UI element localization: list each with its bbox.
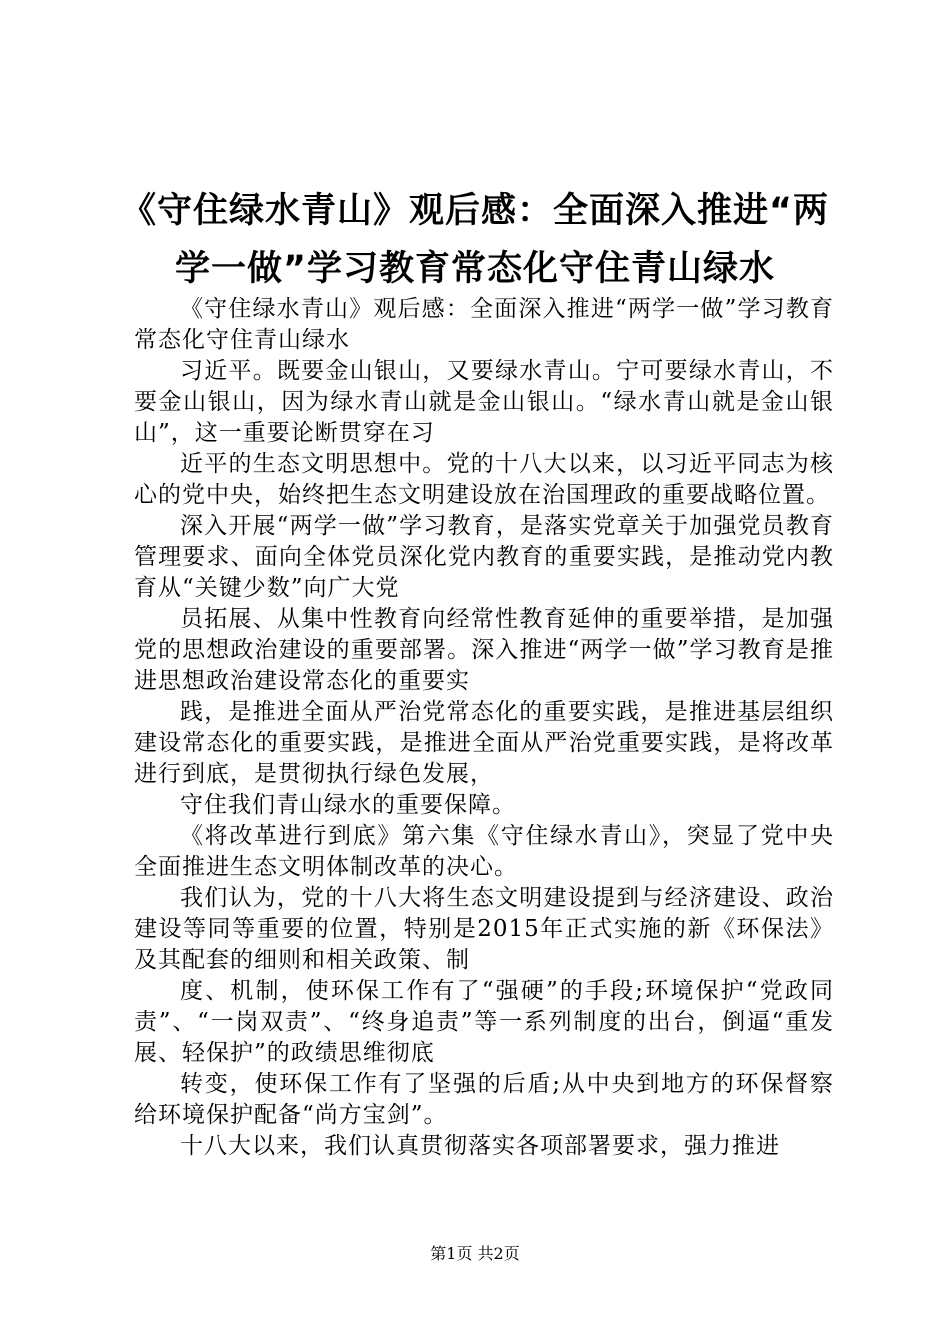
paragraph-11: 转变，使环保工作有了坚强的后盾;从中央到地方的环保督察给环境保护配备“尚方宝剑”。 [134,1071,834,1128]
document-title: 《守住绿水青山》观后感：全面深入推进“两学一做”学习教育常态化守住青山绿水 [120,191,829,289]
paragraph-7: 守住我们青山绿水的重要保障。 [180,792,516,818]
document-body [134,294,834,1162]
paragraph-8: 《将改革进行到底》第六集《守住绿水青山》，突显了党中央全面推进生态文明体制改革的决心。 [134,823,834,880]
paragraph-12: 十八大以来，我们认真贯彻落实各项部署要求，强力推进 [180,1133,780,1159]
paragraph-1: 《守住绿水青山》观后感：全面深入推进“两学一做”学习教育常态化守住青山绿水 [134,296,834,353]
paragraph-4: 深入开展“两学一做”学习教育，是落实党章关于加强党员教育管理要求、面向全体党员深化党内教育的重要实践，是推动党内教育从“关键少数”向广大党 [134,513,834,601]
paragraph-6: 践，是推进全面从严治党常态化的重要实践，是推进基层组织建设常态化的重要实践，是推进全面从严治党重要实践，是将改革进行到底，是贯彻执行绿色发展， [134,699,834,787]
page-number: 第1页 共2页 [430,1244,520,1263]
paragraph-2: 习近平。既要金山银山，又要绿水青山。宁可要绿水青山，不要金山银山，因为绿水青山就是金山银山。“绿水青山就是金山银山”，这一重要论断贯穿在习 [134,358,834,446]
paragraph-3: 近平的生态文明思想中。党的十八大以来，以习近平同志为核心的党中央，始终把生态文明建设放在治国理政的重要战略位置。 [134,451,834,508]
paragraph-9: 我们认为，党的十八大将生态文明建设提到与经济建设、政治建设等同等重要的位置，特别是2015年正式实施的新《环保法》及其配套的细则和相关政策、制 [134,885,834,973]
paragraph-5: 员拓展、从集中性教育向经常性教育延伸的重要举措，是加强党的思想政治建设的重要部署。深入推进“两学一做”学习教育是推进思想政治建设常态化的重要实 [134,606,834,694]
paragraph-10: 度、机制，使环保工作有了“强硬”的手段;环境保护“党政同责”、“一岗双责”、“终身追责”等一系列制度的出台，倒逼“重发展、轻保护”的政绩思维彻底 [134,978,834,1066]
